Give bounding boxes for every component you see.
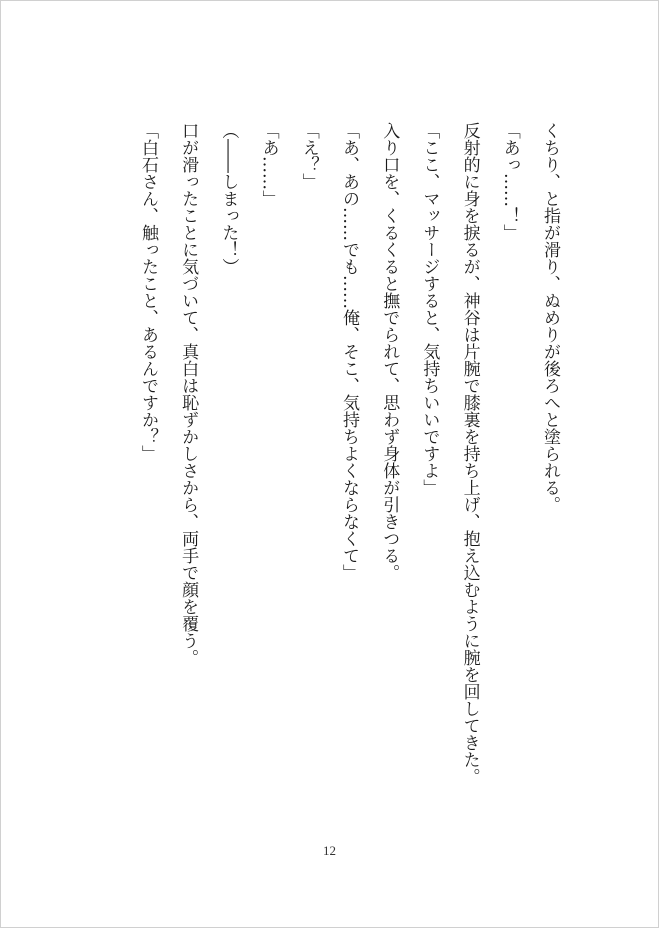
page-number: 12 — [323, 843, 336, 858]
text-line: 「白石さん、触ったこと、あるんですか？」 — [137, 122, 158, 462]
text-line: 「え？」 — [298, 122, 319, 190]
text-line: 「あ、あの……でも……俺、そこ、気持ちよくならなくて」 — [338, 122, 359, 581]
text-line: くちり、と指が滑り、ぬめりが後ろへと塗られる。 — [540, 122, 560, 513]
text-line: 入り口を、くるくると撫でられて、思わず身体が引きつる。 — [379, 122, 400, 581]
text-line: （――しまった！） — [218, 122, 239, 275]
text-line: 「ここ、マッサージすると、気持ちいいですよ」 — [419, 122, 440, 496]
text-line: 「あっ……！」 — [499, 122, 520, 241]
text-line: 「あ……」 — [258, 122, 279, 207]
vertical-text-body — [128, 122, 570, 822]
text-line: 反射的に身を捩るが、神谷は片腕で膝裏を持ち上げ、抱え込むように腕を回してきた。 — [459, 122, 480, 785]
text-line: 口が滑ったことに気づいて、真白は恥ずかしさから、両手で顔を覆う。 — [178, 122, 199, 666]
